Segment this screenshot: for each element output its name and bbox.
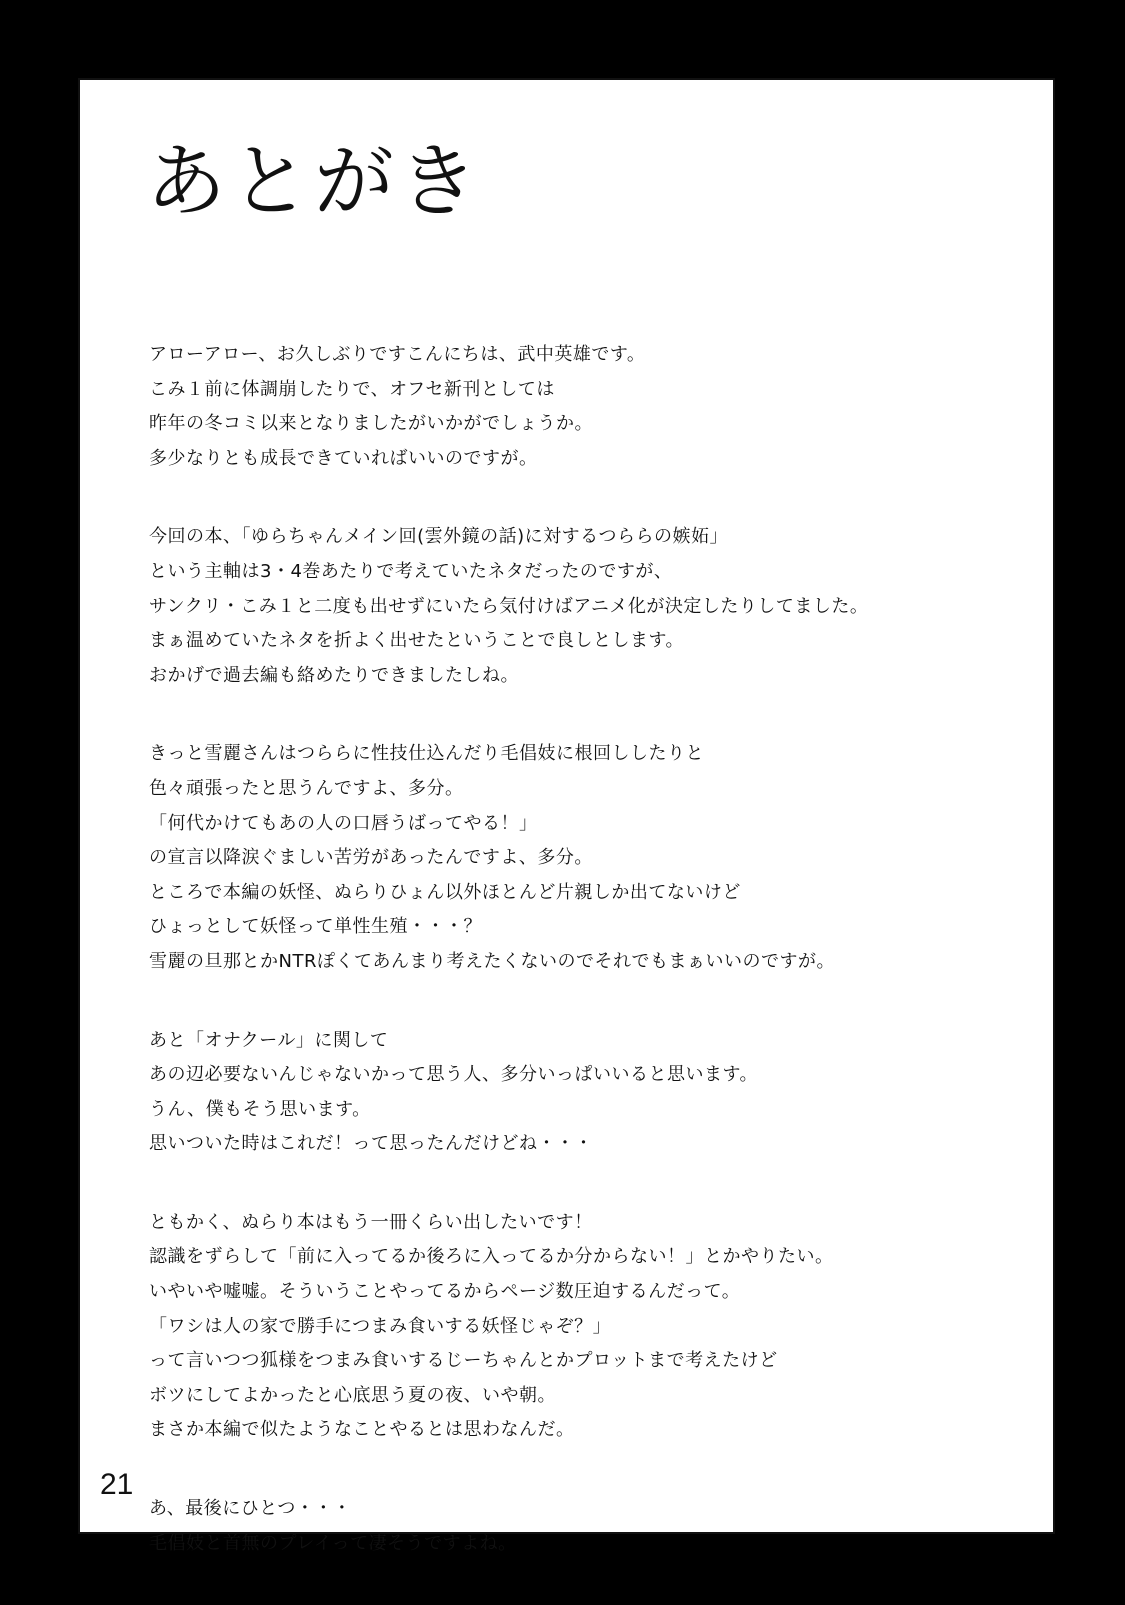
text-line: ところで本編の妖怪、ぬらりひょん以外ほとんど片親しか出てないけど [149,881,741,903]
paragraph [149,737,1029,979]
paragraph [149,520,1029,693]
page-title: あとがき [146,135,482,228]
text-line: うん、僕もそう思います。 [149,1098,371,1120]
text-line: あ、最後にひとつ・・・ [149,1498,352,1520]
text-line: ひょっとして妖怪って単性生殖・・・？ [149,916,482,938]
text-line: ボツにしてよかったと心底思う夏の夜、いや朝。 [149,1384,556,1406]
text-line: 昨年の冬コミ以来となりましたがいかがでしょうか。 [149,413,593,435]
text-line: まさか本編で似たようなことやるとは思わなんだ。 [149,1419,575,1441]
text-line: あと「オナクール」に関して [149,1029,389,1051]
text-line: サンクリ・こみ１と二度も出せずにいたら気付けばアニメ化が決定したりしてました。 [149,595,869,617]
text-line: きっと雪麗さんはつららに性技仕込んだり毛倡妓に根回ししたりと [149,743,704,765]
text-line: ともかく、ぬらり本はもう一冊くらい出したいです！ [149,1211,593,1233]
text-line: 毛倡妓と首無のプレイって凄そうですよね。 [149,1532,517,1554]
page-number: 21 [100,1468,134,1501]
afterword-body [149,338,1029,1605]
text-line: 認識をずらして「前に入ってるか後ろに入ってるか分からない！」とかやりたい。 [149,1246,834,1268]
text-line: こみ１前に体調崩したりで、オフセ新刊としては [149,378,555,400]
text-line: という主軸は3・4巻あたりで考えていたネタだったのですが、 [149,560,673,582]
paragraph [149,1492,1029,1561]
afterword-page [78,78,1055,1554]
paragraph [149,1206,1029,1448]
text-line: まぁ温めていたネタを折よく出せたということで良しとします。 [149,630,685,652]
text-line: の宣言以降涙ぐましい苦労があったんですよ、多分。 [149,847,593,869]
text-line: 色々頑張ったと思うんですよ、多分。 [149,777,464,799]
text-line: 今回の本、「ゆらちゃんメイン回(雲外鏡の話)に対するつららの嫉妬」 [149,526,729,548]
text-line: アローアロー、お久しぶりですこんにちは、武中英雄です。 [149,344,646,365]
text-line: って言いつつ狐様をつまみ食いするじーちゃんとかプロットまで考えたけど [149,1350,778,1372]
text-line: あの辺必要ないんじゃないかって思う人、多分いっぱいいると思います。 [149,1064,759,1086]
text-line: 「何代かけてもあの人の口唇うばってやる！」 [149,812,538,834]
text-line: 思いついた時はこれだ！って思ったんだけどね・・・ [149,1133,593,1155]
text-line: いやいや嘘嘘。そういうことやってるからページ数圧迫するんだって。 [149,1281,741,1303]
text-line: 多少なりとも成長できていればいいのですが。 [149,447,538,469]
text-line: 「ワシは人の家で勝手につまみ食いする妖怪じゃぞ？」 [149,1315,612,1337]
paragraph [149,1024,1029,1162]
text-line: おかげで過去編も絡めたりできましたしね。 [149,664,519,686]
paragraph [149,338,1029,476]
text-line: 雪麗の旦那とかNTRぽくてあんまり考えたくないのでそれでもまぁいいのですが。 [149,950,835,972]
